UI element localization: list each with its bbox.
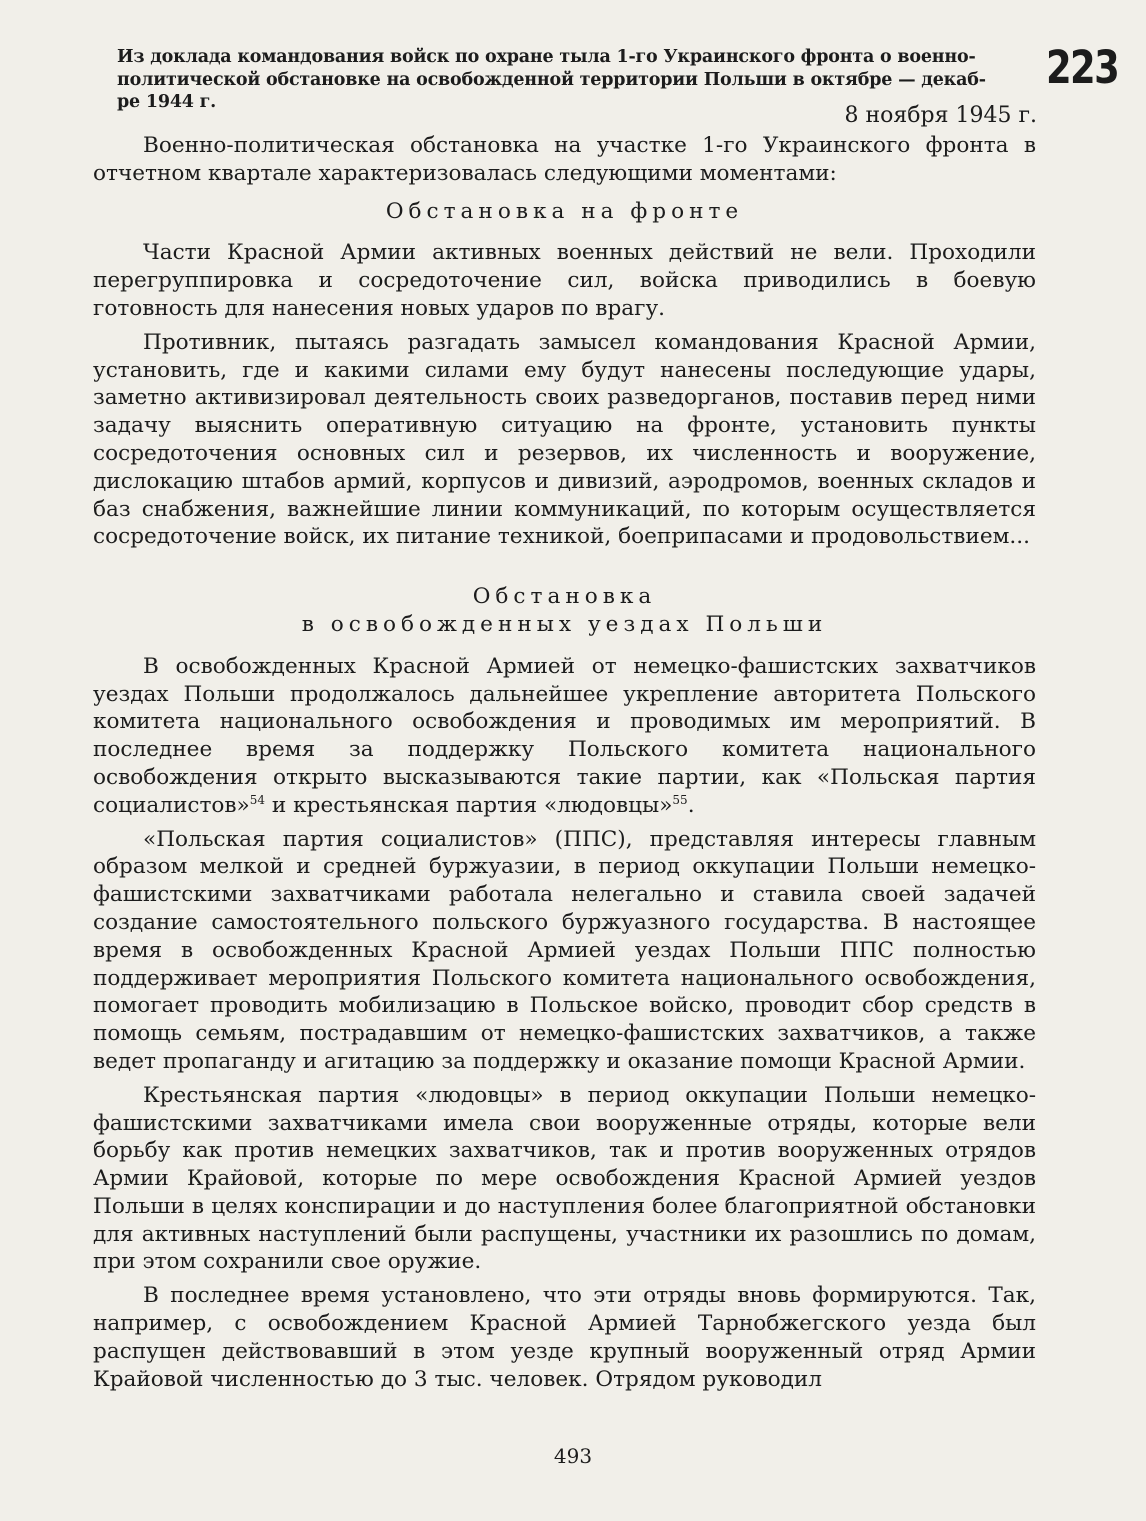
paragraph-with-footnotes — [93, 653, 1036, 820]
paragraph: Части Красной Армии активных военных действий не вели. Проходили перегруппировка и сосредоточение сил, войска приводились в боевую готовность для нанесения новых ударов по врагу. — [93, 240, 1036, 321]
section-heading-text: Обстановка на фронте — [385, 198, 744, 224]
paragraph-text: . — [687, 792, 695, 818]
paragraph-text: и крестьянская партия «людовцы» — [265, 792, 673, 818]
document-number: 223 — [1046, 41, 1119, 94]
intro-paragraph: Военно-политическая обстановка на участке 1-го Украинского фронта в отчетном квартале характеризовалась следующими моментами: — [93, 133, 1036, 186]
title-line: Из доклада командования войск по охране тыла 1-го Украинского фронта о военно- — [117, 47, 976, 67]
title-line: ре 1944 г. — [117, 92, 217, 112]
section-heading-line: в освобожденных уездах Польши — [301, 611, 828, 637]
document-body — [93, 132, 1036, 1393]
title-line: политической обстановке на освобожденной территории Польши в октябре — декаб- — [117, 69, 986, 90]
paragraph-text: В освобожденных Красной Армией от немецко-фашистских захватчиков уездах Польши продолжалось дальнейшее укрепление авторитета Польского комитета национального освобождения и проводимых им мероприятий. В последнее время за поддержку Польского комитета национального освобождения открыто высказываются такие партии, как «Польская партия социалистов» — [93, 653, 1036, 818]
footnote-ref: 55 — [672, 792, 688, 807]
paragraph: Противник, пытаясь разгадать замысел командования Красной Армии, установить, где и какими силами ему будут нанесены последующие удары, заметно активизировал деятельность своих разведорганов, поставив перед ними задачу выяснить оперативную ситуацию на фронте, установить пункты сосредоточения основных сил и резервов, их численность и вооружение, дислокацию штабов армий, корпусов и дивизий, аэродромов, военных складов и баз снабжения, важнейшие линии коммуникаций, по которым осуществляется сосредоточение войск, их питание техникой, боеприпасами и продовольствием... — [93, 329, 1036, 550]
page-number: 493 — [553, 1444, 593, 1468]
footnote-ref: 54 — [249, 792, 266, 807]
paragraph: В последнее время установлено, что эти отряды вновь формируются. Так, например, с освобождением Красной Армией Тарнобжегского уезда был распущен действовавший в этом уезде крупный вооруженный отряд Армии Крайовой численностью до 3 тыс. человек. Отрядом руководил — [93, 1283, 1036, 1392]
section-heading-front — [93, 198, 1036, 226]
paragraph: «Польская партия социалистов» (ППС), представляя интересы главным образом мелкой и средней буржуазии, в период оккупации Польши немецко-фашистскими захватчиками работала нелегально и ставила своей задачей создание самостоятельного польского буржуазного государства. В настоящее время в освобожденных Красной Армией уездах Польши ППС полностью поддерживает мероприятия Польского комитета национального освобождения, помогает проводить мобилизацию в Польское войско, проводит сбор средств в помощь семьям, пострадавшим от немецко-фашистских захватчиков, а также ведет пропаганду и агитацию за поддержку и оказание помощи Красной Армии. — [93, 826, 1036, 1074]
section-heading-poland — [93, 583, 1036, 639]
paragraph: Крестьянская партия «людовцы» в период оккупации Польши немецко-фашистскими захватчиками имела свои вооруженные отряды, которые вели борьбу как против немецких захватчиков, так и против вооруженных отрядов Армии Крайовой, которые по мере освобождения Красной Армией уездов Польши в целях конспирации и до наступления более благоприятной обстановки для активных наступлений были распущены, участники их разошлись по домам, при этом сохранили свое оружие. — [93, 1082, 1036, 1275]
section-heading-line: Обстановка — [472, 584, 657, 610]
document-date: 8 ноября 1945 г. — [844, 103, 1037, 128]
